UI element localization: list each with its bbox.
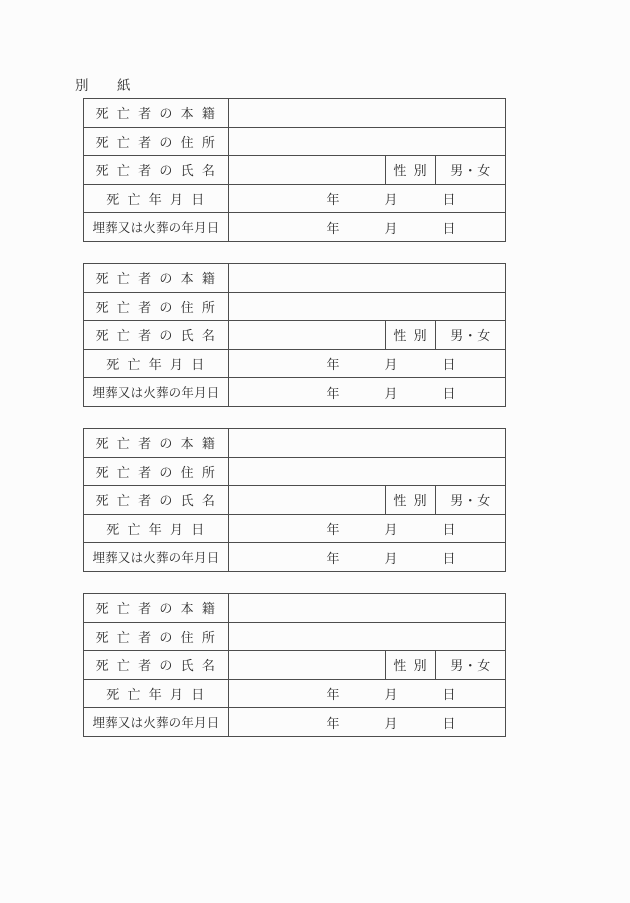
month-unit: 月 — [384, 686, 398, 702]
death-date-label: 死 亡 年 月 日 — [84, 349, 229, 378]
month-unit: 月 — [384, 220, 398, 236]
burial-date-cell — [229, 543, 506, 572]
day-unit: 日 — [442, 522, 456, 538]
page-title: 別 紙 — [75, 78, 131, 93]
table-row-death-date — [84, 514, 506, 543]
table-row-address — [84, 127, 506, 156]
table-row-domicile — [84, 99, 506, 128]
table-row-domicile — [84, 593, 506, 622]
month-unit: 月 — [384, 550, 398, 566]
death-date-label: 死 亡 年 月 日 — [84, 514, 229, 543]
year-unit: 年 — [326, 220, 340, 236]
day-unit: 日 — [442, 686, 456, 702]
table-row-burial-date — [84, 543, 506, 572]
day-unit: 日 — [442, 715, 456, 731]
sex-label: 性 別 — [386, 156, 436, 185]
burial-date-cell — [229, 708, 506, 737]
tables-container — [83, 98, 506, 737]
table-row-name-sex — [84, 321, 506, 350]
month-unit: 月 — [384, 385, 398, 401]
name-label: 死 亡 者 の 氏 名 — [84, 651, 229, 680]
table-row-burial-date — [84, 708, 506, 737]
address-label: 死 亡 者 の 住 所 — [84, 622, 229, 651]
name-value-cell — [229, 156, 386, 185]
month-unit: 月 — [384, 715, 398, 731]
table-row-address — [84, 292, 506, 321]
address-label: 死 亡 者 の 住 所 — [84, 127, 229, 156]
year-unit: 年 — [326, 385, 340, 401]
address-label: 死 亡 者 の 住 所 — [84, 457, 229, 486]
death-date-cell — [229, 514, 506, 543]
table-row-domicile — [84, 263, 506, 292]
table-row-burial-date — [84, 378, 506, 407]
deceased-record-table — [83, 593, 506, 737]
domicile-value-cell — [229, 99, 506, 128]
address-value-cell — [229, 292, 506, 321]
name-label: 死 亡 者 の 氏 名 — [84, 321, 229, 350]
domicile-label: 死 亡 者 の 本 籍 — [84, 593, 229, 622]
day-unit: 日 — [442, 192, 456, 208]
year-unit: 年 — [326, 550, 340, 566]
year-unit: 年 — [326, 357, 340, 373]
table-row-death-date — [84, 184, 506, 213]
day-unit: 日 — [442, 550, 456, 566]
table-row-address — [84, 457, 506, 486]
day-unit: 日 — [442, 357, 456, 373]
sex-label: 性 別 — [386, 486, 436, 515]
table-row-address — [84, 622, 506, 651]
table-row-death-date — [84, 679, 506, 708]
name-value-cell — [229, 321, 386, 350]
table-row-burial-date — [84, 213, 506, 242]
burial-date-label: 埋葬又は火葬の年月日 — [84, 213, 229, 242]
address-value-cell — [229, 622, 506, 651]
year-unit: 年 — [326, 686, 340, 702]
year-unit: 年 — [326, 715, 340, 731]
month-unit: 月 — [384, 192, 398, 208]
table-row-name-sex — [84, 651, 506, 680]
sex-options: 男・女 — [436, 156, 506, 185]
day-unit: 日 — [442, 385, 456, 401]
burial-date-cell — [229, 378, 506, 407]
name-value-cell — [229, 486, 386, 515]
domicile-label: 死 亡 者 の 本 籍 — [84, 99, 229, 128]
death-date-label: 死 亡 年 月 日 — [84, 184, 229, 213]
sex-label: 性 別 — [386, 651, 436, 680]
table-row-name-sex — [84, 486, 506, 515]
death-date-label: 死 亡 年 月 日 — [84, 679, 229, 708]
domicile-label: 死 亡 者 の 本 籍 — [84, 263, 229, 292]
death-date-cell — [229, 184, 506, 213]
table-row-domicile — [84, 428, 506, 457]
deceased-record-table — [83, 98, 506, 242]
day-unit: 日 — [442, 220, 456, 236]
burial-date-cell — [229, 213, 506, 242]
name-label: 死 亡 者 の 氏 名 — [84, 486, 229, 515]
sex-label: 性 別 — [386, 321, 436, 350]
domicile-value-cell — [229, 263, 506, 292]
month-unit: 月 — [384, 357, 398, 373]
burial-date-label: 埋葬又は火葬の年月日 — [84, 543, 229, 572]
name-label: 死 亡 者 の 氏 名 — [84, 156, 229, 185]
death-date-cell — [229, 679, 506, 708]
deceased-record-table — [83, 428, 506, 572]
sex-options: 男・女 — [436, 321, 506, 350]
year-unit: 年 — [326, 192, 340, 208]
sex-options: 男・女 — [436, 651, 506, 680]
month-unit: 月 — [384, 522, 398, 538]
deceased-record-table — [83, 263, 506, 407]
death-date-cell — [229, 349, 506, 378]
burial-date-label: 埋葬又は火葬の年月日 — [84, 708, 229, 737]
domicile-value-cell — [229, 593, 506, 622]
domicile-value-cell — [229, 428, 506, 457]
table-row-death-date — [84, 349, 506, 378]
domicile-label: 死 亡 者 の 本 籍 — [84, 428, 229, 457]
burial-date-label: 埋葬又は火葬の年月日 — [84, 378, 229, 407]
table-row-name-sex — [84, 156, 506, 185]
sex-options: 男・女 — [436, 486, 506, 515]
name-value-cell — [229, 651, 386, 680]
address-value-cell — [229, 127, 506, 156]
year-unit: 年 — [326, 522, 340, 538]
address-label: 死 亡 者 の 住 所 — [84, 292, 229, 321]
address-value-cell — [229, 457, 506, 486]
